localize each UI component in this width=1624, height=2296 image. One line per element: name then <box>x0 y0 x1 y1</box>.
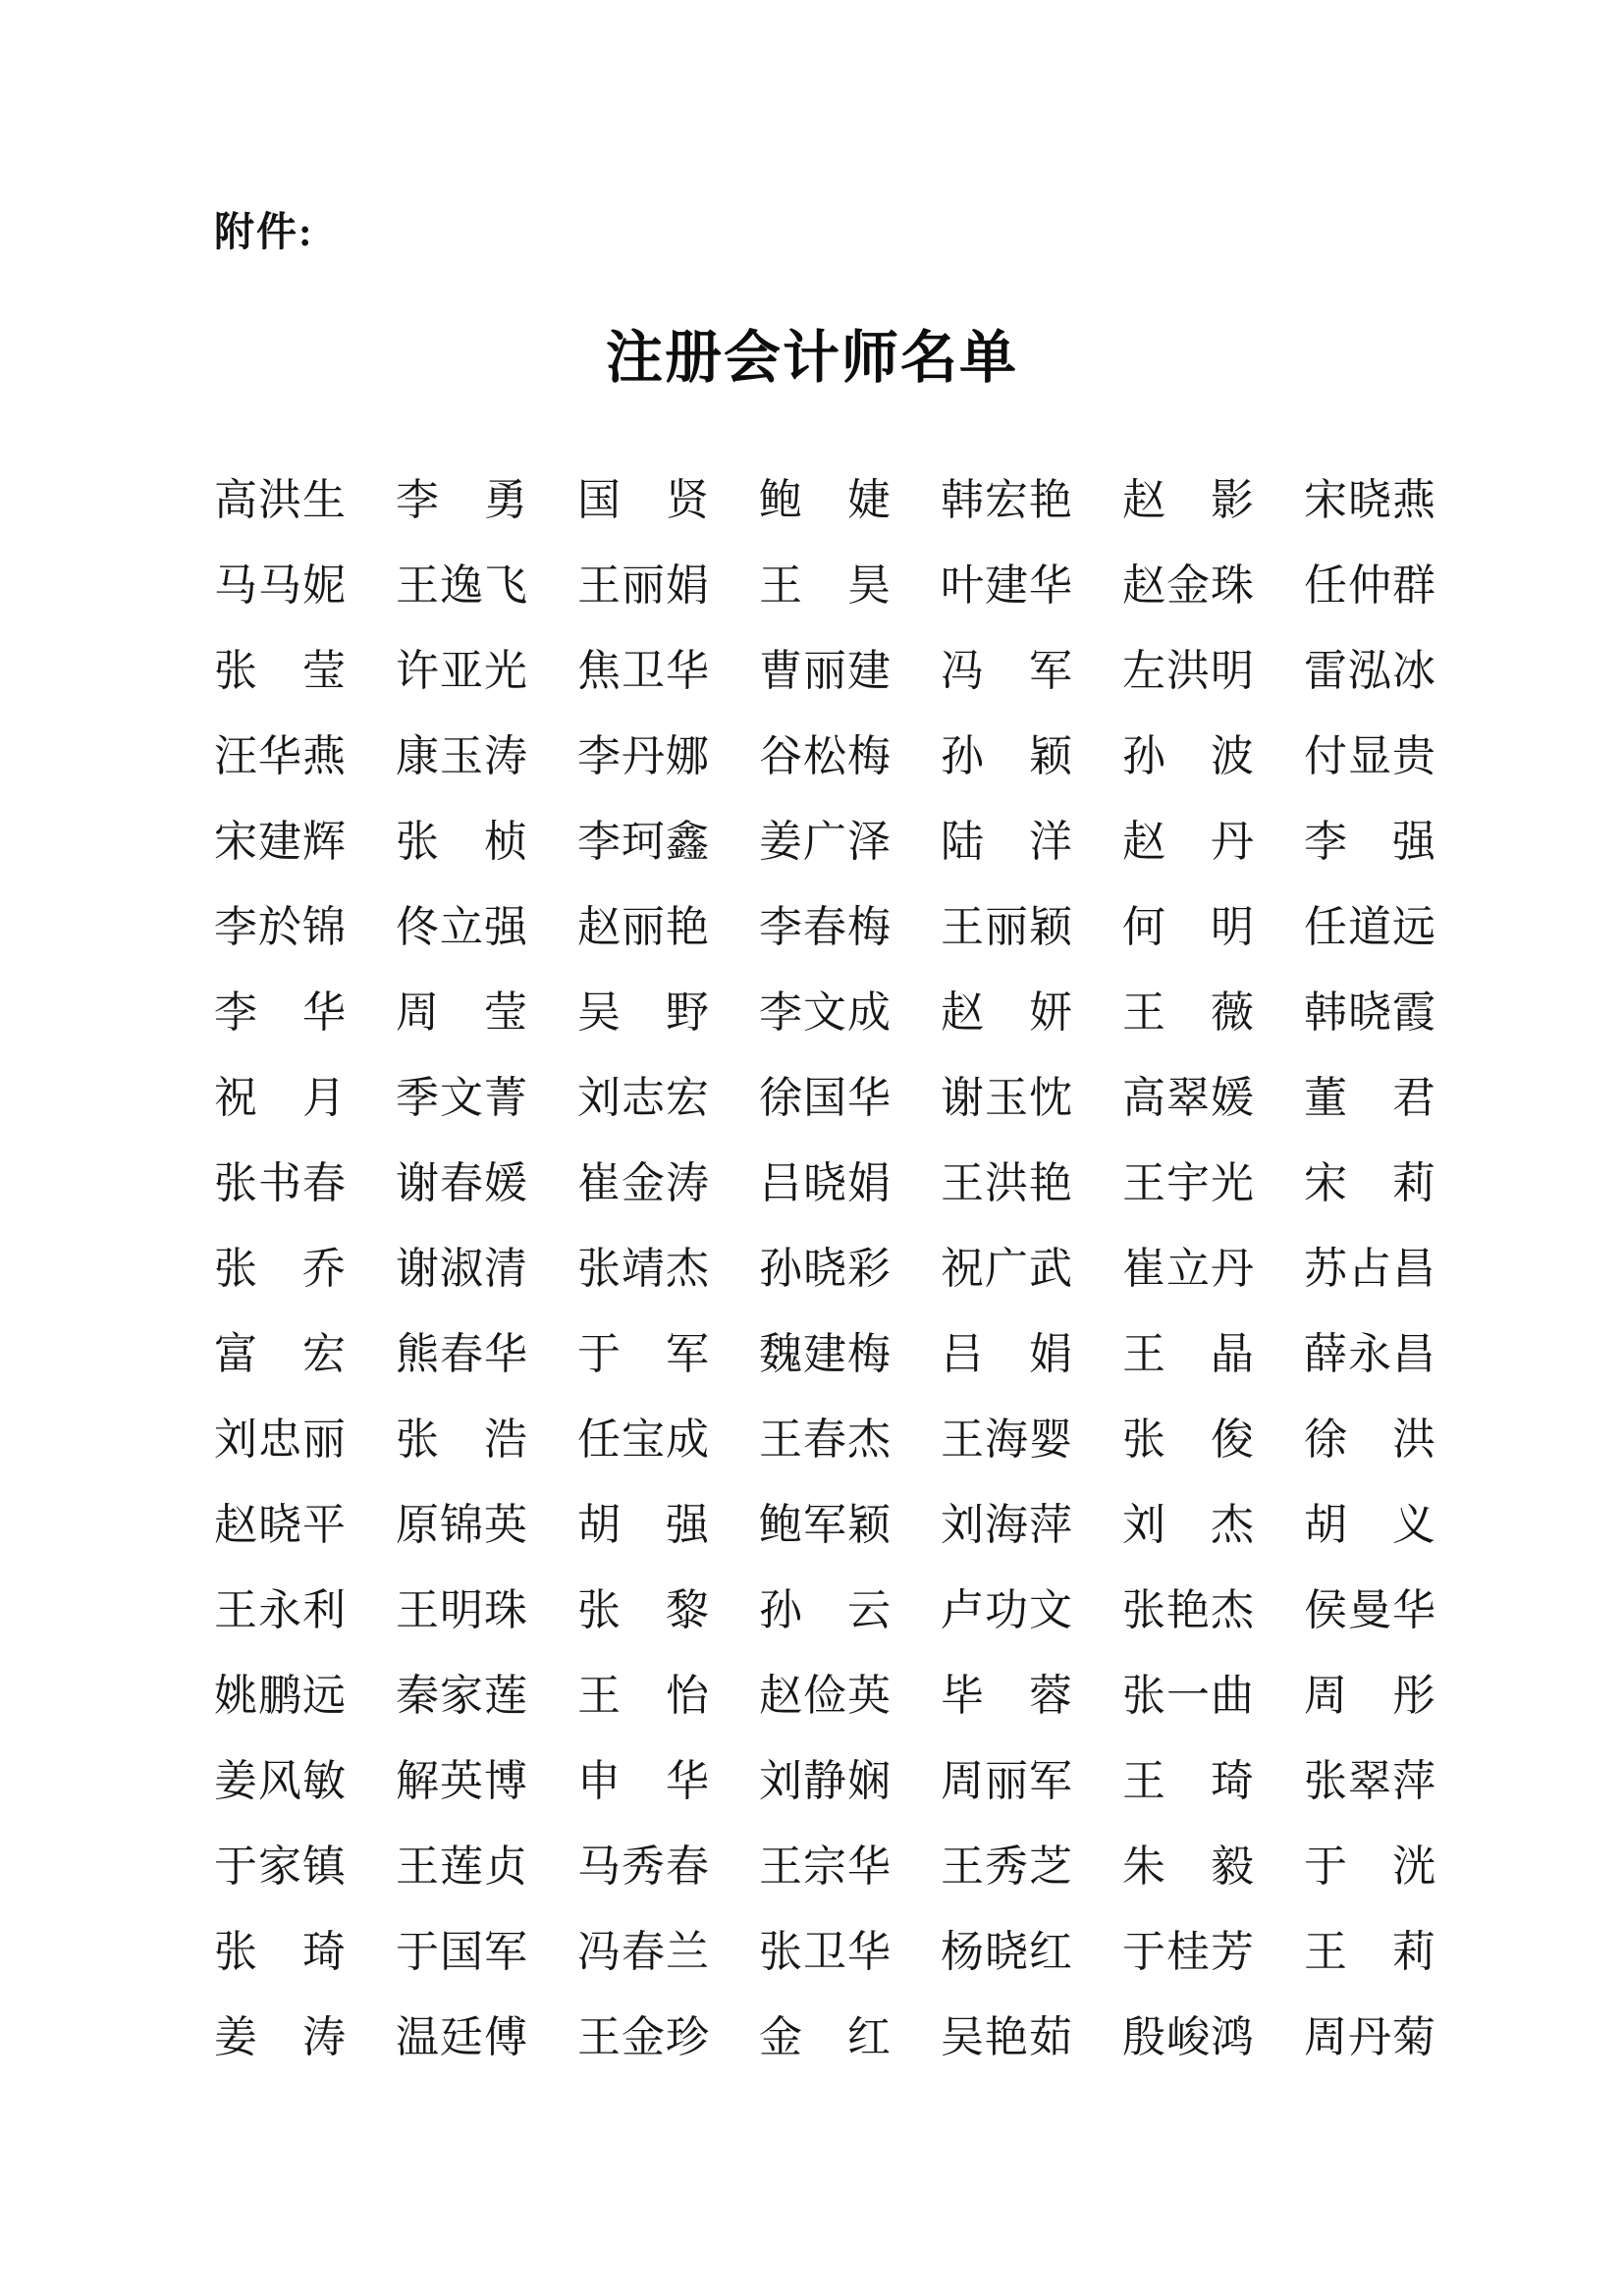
name-cell: 殷 峻 鸿 <box>1122 2012 1254 2061</box>
name-cell: 胡 强 <box>577 1500 709 1549</box>
name-cell: 叶 建 华 <box>941 561 1072 610</box>
name-cell: 赵 晓 平 <box>214 1500 346 1549</box>
name-cell: 曹 丽 建 <box>759 646 891 695</box>
name-cell: 康 玉 涛 <box>396 731 527 780</box>
name-cell: 佟 立 强 <box>396 902 527 951</box>
name-cell: 韩 晓 霞 <box>1304 988 1435 1037</box>
name-cell: 王 永 利 <box>214 1585 346 1634</box>
name-cell: 冯 军 <box>941 646 1072 695</box>
name-cell: 刘 志 宏 <box>577 1073 709 1122</box>
name-cell: 雷 泓 冰 <box>1304 646 1435 695</box>
name-cell: 国 贤 <box>577 475 709 524</box>
name-cell: 谢 淑 清 <box>396 1244 527 1293</box>
name-cell: 张 浩 <box>396 1415 527 1464</box>
name-cell: 王 晶 <box>1122 1329 1254 1378</box>
name-cell: 张 莹 <box>214 646 346 695</box>
name-cell: 王 宗 华 <box>759 1842 891 1891</box>
name-cell: 焦 卫 华 <box>577 646 709 695</box>
name-cell: 赵 金 珠 <box>1122 561 1254 610</box>
name-cell: 孙 颖 <box>941 731 1072 780</box>
name-cell: 张 琦 <box>214 1927 346 1976</box>
name-cell: 祝 月 <box>214 1073 346 1122</box>
name-cell: 谢 春 媛 <box>396 1158 527 1207</box>
name-cell: 冯 春 兰 <box>577 1927 709 1976</box>
name-cell: 董 君 <box>1304 1073 1435 1122</box>
name-cell: 刘 忠 丽 <box>214 1415 346 1464</box>
name-cell: 许 亚 光 <box>396 646 527 695</box>
name-cell: 薛 永 昌 <box>1304 1329 1435 1378</box>
name-cell: 吕 娟 <box>941 1329 1072 1378</box>
name-cell: 任 道 远 <box>1304 902 1435 951</box>
name-cell: 王 薇 <box>1122 988 1254 1037</box>
name-cell: 刘 静 娴 <box>759 1756 891 1805</box>
name-cell: 王 宇 光 <box>1122 1158 1254 1207</box>
name-cell: 吕 晓 娟 <box>759 1158 891 1207</box>
name-cell: 赵 丹 <box>1122 817 1254 866</box>
name-cell: 徐 洪 <box>1304 1415 1435 1464</box>
name-cell: 李 强 <box>1304 817 1435 866</box>
name-cell: 李 丹 娜 <box>577 731 709 780</box>
name-cell: 何 明 <box>1122 902 1254 951</box>
name-cell: 赵 丽 艳 <box>577 902 709 951</box>
name-cell: 胡 义 <box>1304 1500 1435 1549</box>
name-cell: 李 华 <box>214 988 346 1037</box>
name-cell: 王 金 珍 <box>577 2012 709 2061</box>
name-cell: 张 艳 杰 <box>1122 1585 1254 1634</box>
name-grid <box>214 475 1435 2061</box>
name-cell: 张 靖 杰 <box>577 1244 709 1293</box>
name-cell: 周 莹 <box>396 988 527 1037</box>
name-cell: 金 红 <box>759 2012 891 2061</box>
name-cell: 张 卫 华 <box>759 1927 891 1976</box>
name-cell: 姚 鹏 远 <box>214 1671 346 1720</box>
name-cell: 陆 洋 <box>941 817 1072 866</box>
name-cell: 于 洸 <box>1304 1842 1435 1891</box>
name-cell: 宋 晓 燕 <box>1304 475 1435 524</box>
name-cell: 张 乔 <box>214 1244 346 1293</box>
name-cell: 王 洪 艳 <box>941 1158 1072 1207</box>
name-cell: 王 怡 <box>577 1671 709 1720</box>
name-cell: 马 秀 春 <box>577 1842 709 1891</box>
name-cell: 孙 云 <box>759 1585 891 1634</box>
name-cell: 汪 华 燕 <box>214 731 346 780</box>
name-cell: 刘 海 萍 <box>941 1500 1072 1549</box>
name-cell: 姜 涛 <box>214 2012 346 2061</box>
name-cell: 张 一 曲 <box>1122 1671 1254 1720</box>
name-cell: 鲍 军 颖 <box>759 1500 891 1549</box>
name-cell: 于 桂 芳 <box>1122 1927 1254 1976</box>
name-cell: 孙 晓 彩 <box>759 1244 891 1293</box>
name-cell: 马 马 妮 <box>214 561 346 610</box>
name-cell: 祝 广 武 <box>941 1244 1072 1293</box>
name-cell: 季 文 菁 <box>396 1073 527 1122</box>
name-cell: 王 琦 <box>1122 1756 1254 1805</box>
name-cell: 赵 影 <box>1122 475 1254 524</box>
name-cell: 王 逸 飞 <box>396 561 527 610</box>
name-cell: 王 明 珠 <box>396 1585 527 1634</box>
name-cell: 王 莉 <box>1304 1927 1435 1976</box>
name-cell: 付 显 贵 <box>1304 731 1435 780</box>
name-cell: 侯 曼 华 <box>1304 1585 1435 1634</box>
name-cell: 毕 蓉 <box>941 1671 1072 1720</box>
page-title: 注册会计师名单 <box>605 325 1018 390</box>
name-cell: 李 於 锦 <box>214 902 346 951</box>
name-cell: 姜 广 泽 <box>759 817 891 866</box>
name-cell: 姜 风 敏 <box>214 1756 346 1805</box>
name-cell: 张 桢 <box>396 817 527 866</box>
name-cell: 于 军 <box>577 1329 709 1378</box>
name-cell: 王 海 婴 <box>941 1415 1072 1464</box>
name-cell: 宋 莉 <box>1304 1158 1435 1207</box>
name-cell: 魏 建 梅 <box>759 1329 891 1378</box>
name-cell: 王 丽 娟 <box>577 561 709 610</box>
name-cell: 富 宏 <box>214 1329 346 1378</box>
name-cell: 秦 家 莲 <box>396 1671 527 1720</box>
name-cell: 左 洪 明 <box>1122 646 1254 695</box>
attachment-label: 附件: <box>214 209 314 254</box>
name-cell: 解 英 博 <box>396 1756 527 1805</box>
name-cell: 王 春 杰 <box>759 1415 891 1464</box>
name-cell: 李 勇 <box>396 475 527 524</box>
name-cell: 王 昊 <box>759 561 891 610</box>
name-cell: 温 廷 傅 <box>396 2012 527 2061</box>
name-cell: 周 丽 军 <box>941 1756 1072 1805</box>
name-cell: 谷 松 梅 <box>759 731 891 780</box>
name-cell: 申 华 <box>577 1756 709 1805</box>
name-cell: 卢 功 文 <box>941 1585 1072 1634</box>
name-cell: 苏 占 昌 <box>1304 1244 1435 1293</box>
name-cell: 原 锦 英 <box>396 1500 527 1549</box>
name-cell: 于 国 军 <box>396 1927 527 1976</box>
name-cell: 徐 国 华 <box>759 1073 891 1122</box>
name-cell: 宋 建 辉 <box>214 817 346 866</box>
name-cell: 赵 妍 <box>941 988 1072 1037</box>
name-cell: 高 翠 媛 <box>1122 1073 1254 1122</box>
name-cell: 赵 俭 英 <box>759 1671 891 1720</box>
name-cell: 韩 宏 艳 <box>941 475 1072 524</box>
name-cell: 谢 玉 忱 <box>941 1073 1072 1122</box>
name-cell: 吴 艳 茹 <box>941 2012 1072 2061</box>
name-cell: 李 文 成 <box>759 988 891 1037</box>
name-cell: 王 丽 颖 <box>941 902 1072 951</box>
name-cell: 张 书 春 <box>214 1158 346 1207</box>
name-cell: 任 仲 群 <box>1304 561 1435 610</box>
name-cell: 刘 杰 <box>1122 1500 1254 1549</box>
name-cell: 孙 波 <box>1122 731 1254 780</box>
name-cell: 王 莲 贞 <box>396 1842 527 1891</box>
name-cell: 李 春 梅 <box>759 902 891 951</box>
name-cell: 朱 毅 <box>1122 1842 1254 1891</box>
name-cell: 崔 金 涛 <box>577 1158 709 1207</box>
name-cell: 熊 春 华 <box>396 1329 527 1378</box>
name-cell: 张 黎 <box>577 1585 709 1634</box>
name-cell: 周 彤 <box>1304 1671 1435 1720</box>
name-cell: 任 宝 成 <box>577 1415 709 1464</box>
name-cell: 吴 野 <box>577 988 709 1037</box>
name-cell: 王 秀 芝 <box>941 1842 1072 1891</box>
name-cell: 张 翠 萍 <box>1304 1756 1435 1805</box>
name-cell: 李 珂 鑫 <box>577 817 709 866</box>
name-cell: 高 洪 生 <box>214 475 346 524</box>
name-cell: 杨 晓 红 <box>941 1927 1072 1976</box>
name-cell: 张 俊 <box>1122 1415 1254 1464</box>
name-cell: 崔 立 丹 <box>1122 1244 1254 1293</box>
name-cell: 鲍 婕 <box>759 475 891 524</box>
name-cell: 于 家 镇 <box>214 1842 346 1891</box>
name-cell: 周 丹 菊 <box>1304 2012 1435 2061</box>
